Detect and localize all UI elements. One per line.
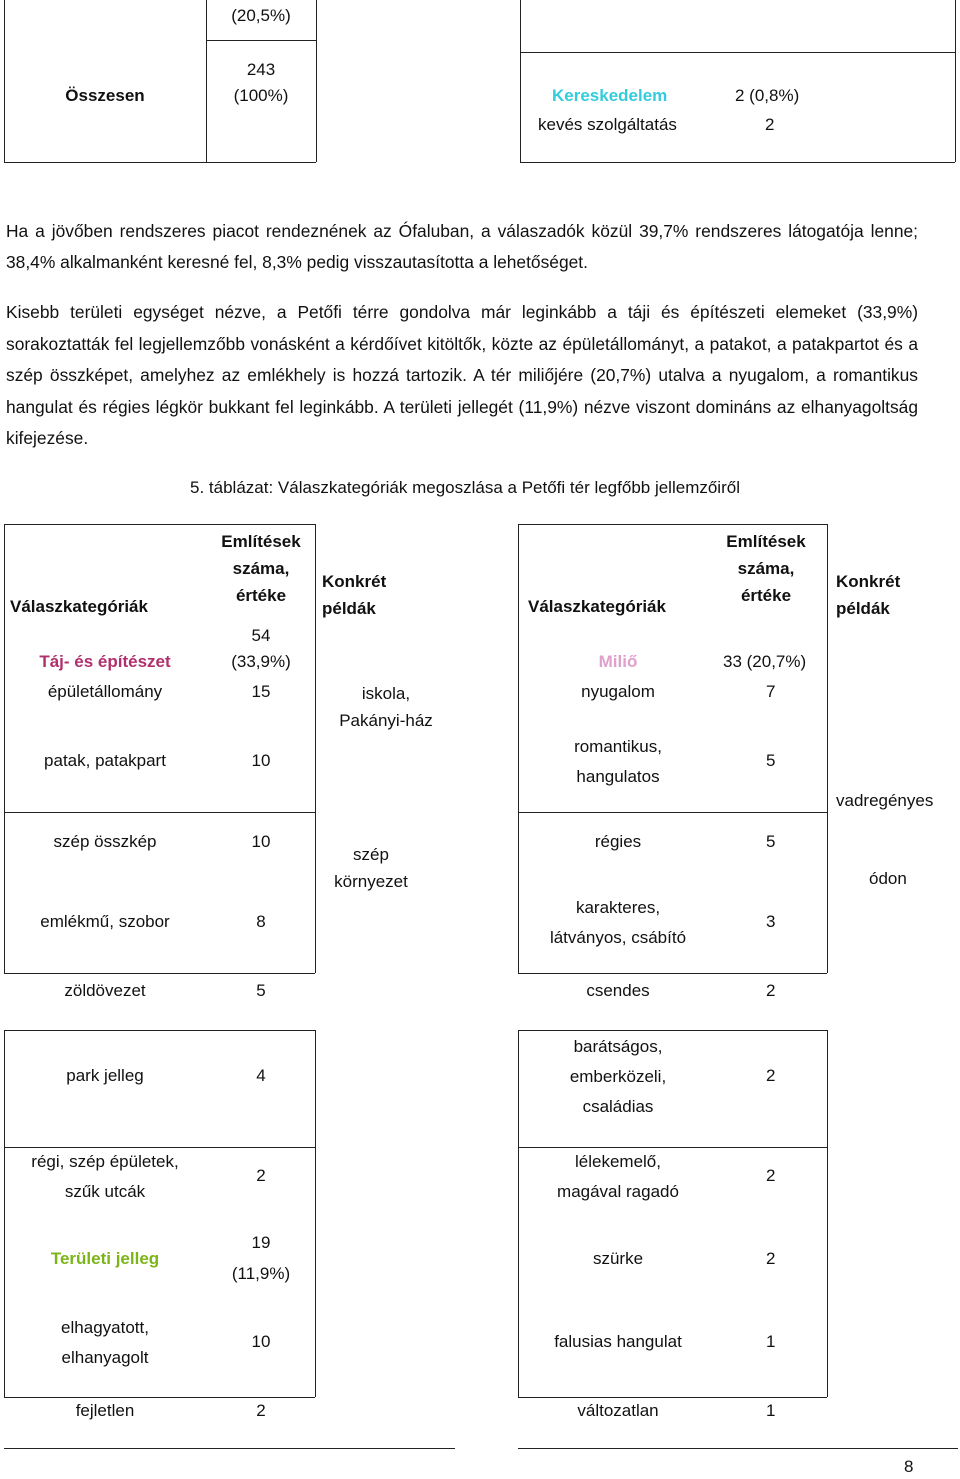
example-kornyezet: környezet xyxy=(334,872,408,891)
szurke-value: 2 xyxy=(766,1249,776,1268)
szep-kornyezet-examples xyxy=(316,841,426,895)
elhagyatott-value: 10 xyxy=(251,1332,271,1351)
row-lelekemelo xyxy=(518,1147,718,1207)
category-milio: Miliő xyxy=(598,652,638,671)
category-teruleti-jelleg: Területi jelleg xyxy=(50,1249,160,1268)
row-zoldovezet: zöldövezet xyxy=(64,981,146,1000)
baratsagos-line3: családias xyxy=(582,1097,654,1116)
regies-value: 5 xyxy=(766,832,776,851)
nyugalom-value: 7 xyxy=(766,682,776,701)
row-szurke: szürke xyxy=(592,1249,644,1268)
row-csendes: csendes xyxy=(586,981,650,1000)
paragraph-market: Ha a jövőben rendszeres piacot rendeznének az Ófaluban, a válaszadók közül 39,7% rendszeres látogatója lenne; 38,4% alkalmanként keresné fel, 8,3% pedig visszautasította a lehetőséget. xyxy=(6,221,918,272)
lelekemelo-line2: magával ragadó xyxy=(557,1182,679,1201)
row-epuletallomany: épületállomány xyxy=(47,682,163,701)
romantikus-line2: hangulatos xyxy=(576,767,660,786)
row-romantikus xyxy=(518,732,718,792)
valtozatlan-value: 1 xyxy=(766,1401,776,1420)
szep-osszkep-value: 10 xyxy=(251,832,271,851)
elhagyatott-line2: elhanyagolt xyxy=(61,1348,149,1367)
left-header-count-line1: Említések xyxy=(221,532,301,551)
karakteres-value: 3 xyxy=(766,912,776,931)
teruleti-count: 19 xyxy=(251,1233,271,1252)
keves-szolgaltatas-label: kevés szolgáltatás xyxy=(538,115,677,134)
row-nyugalom: nyugalom xyxy=(581,682,655,701)
taj-count: 54 xyxy=(251,626,271,645)
falusias-hangulat-value: 1 xyxy=(766,1332,776,1351)
left-header-examples-line1: Konkrét xyxy=(322,572,387,591)
lelekemelo-line1: lélekemelő, xyxy=(575,1152,661,1171)
keves-szolgaltatas-value: 2 xyxy=(765,115,775,134)
category-taj-es-epiteszet: Táj- és építészet xyxy=(39,652,171,671)
example-odon: ódon xyxy=(869,869,907,888)
regi-szep-epuletek-line1: régi, szép épületek, xyxy=(31,1152,179,1171)
right-header-count-line2: száma, xyxy=(737,559,795,578)
right-header-categories: Válaszkategóriák xyxy=(528,597,666,616)
left-header-examples-line2: példák xyxy=(322,599,376,618)
example-pakanyi-haz: Pakányi-ház xyxy=(339,711,433,730)
emlekmu-value: 8 xyxy=(256,912,266,931)
epuletallomany-examples xyxy=(316,680,456,734)
fejletlen-value: 2 xyxy=(256,1401,266,1420)
paragraph-petofi-square: Kisebb területi egységet nézve, a Petőfi térre gondolva már leginkább a táji és építészeti elemeket (33,9%) sorakoztatták fel legjellemzőbb vonásként a kérdőívet kitöltők, közte az épületállományt, a patakot, a patakpartot és a szép összképet, amelyhez az emlékhely is hozzá tartozik. A tér miliőjére (20,7%) utalva a nyugalom, a romantikus hangulat és régies légkör bukkant fel leginkább. A területi jellegét (11,9%) nézve viszont domináns az elhanyagoltság kifejezése. xyxy=(6,302,918,448)
table-caption: 5. táblázat: Válaszkategóriák megoszlása a Petőfi tér legfőbb jellemzőiről xyxy=(190,478,740,497)
right-header-count-line3: értéke xyxy=(740,586,792,605)
lelekemelo-value: 2 xyxy=(766,1166,776,1185)
romantikus-value: 5 xyxy=(766,751,776,770)
regi-szep-epuletek-value: 2 xyxy=(256,1166,266,1185)
page-number: 8 xyxy=(904,1457,914,1476)
karakteres-line1: karakteres, xyxy=(575,898,661,917)
park-jelleg-value: 4 xyxy=(256,1066,266,1085)
row-park-jelleg: park jelleg xyxy=(66,1066,144,1085)
zoldovezet-value: 5 xyxy=(256,981,266,1000)
romantikus-line1: romantikus, xyxy=(574,737,662,756)
baratsagos-value: 2 xyxy=(766,1066,776,1085)
patak-value: 10 xyxy=(251,751,271,770)
row-emlekmu: emlékmű, szobor xyxy=(40,912,170,931)
csendes-value: 2 xyxy=(766,981,776,1000)
taj-percent: (33,9%) xyxy=(231,652,291,671)
epuletallomany-value: 15 xyxy=(251,682,271,701)
example-vadregenyes: vadregényes xyxy=(836,791,934,810)
prev-percentage: (20,5%) xyxy=(231,6,291,25)
row-fejletlen: fejletlen xyxy=(75,1401,135,1420)
elhagyatott-line1: elhagyatott, xyxy=(61,1318,149,1337)
baratsagos-line2: emberközeli, xyxy=(569,1067,667,1086)
row-patak: patak, patakpart xyxy=(44,751,166,770)
total-label: Összesen xyxy=(65,86,145,105)
row-falusias-hangulat: falusias hangulat xyxy=(554,1332,682,1351)
left-header-examples xyxy=(322,568,386,622)
total-value-percent: (100%) xyxy=(233,86,289,105)
baratsagos-line1: barátságos, xyxy=(573,1037,663,1056)
row-regi-szep-epuletek xyxy=(4,1147,206,1207)
row-valtozatlan: változatlan xyxy=(577,1401,659,1420)
example-szep: szép xyxy=(353,845,389,864)
left-header-count-line2: száma, xyxy=(232,559,290,578)
example-iskola: iskola, xyxy=(361,684,411,703)
row-karakteres xyxy=(518,893,718,953)
right-header-examples xyxy=(836,568,900,622)
right-header-count-line1: Említések xyxy=(726,532,806,551)
row-baratsagos xyxy=(518,1032,718,1122)
kereskedelem-category: Kereskedelem xyxy=(552,86,668,105)
left-header-count-line3: értéke xyxy=(235,586,287,605)
regi-szep-epuletek-line2: szűk utcák xyxy=(64,1182,146,1201)
teruleti-percent: (11,9%) xyxy=(231,1264,291,1283)
right-header-examples-line1: Konkrét xyxy=(836,572,901,591)
total-value-count: 243 xyxy=(246,60,276,79)
row-regies: régies xyxy=(594,832,642,851)
left-header-categories: Válaszkategóriák xyxy=(10,597,148,616)
milio-value: 33 (20,7%) xyxy=(723,652,807,671)
kereskedelem-value: 2 (0,8%) xyxy=(735,86,800,105)
row-elhagyatott xyxy=(4,1313,206,1373)
right-header-count xyxy=(711,528,821,609)
row-szep-osszkep: szép összkép xyxy=(53,832,157,851)
left-header-count xyxy=(206,528,316,609)
karakteres-line2: látványos, csábító xyxy=(549,928,687,947)
right-header-examples-line2: példák xyxy=(836,599,890,618)
